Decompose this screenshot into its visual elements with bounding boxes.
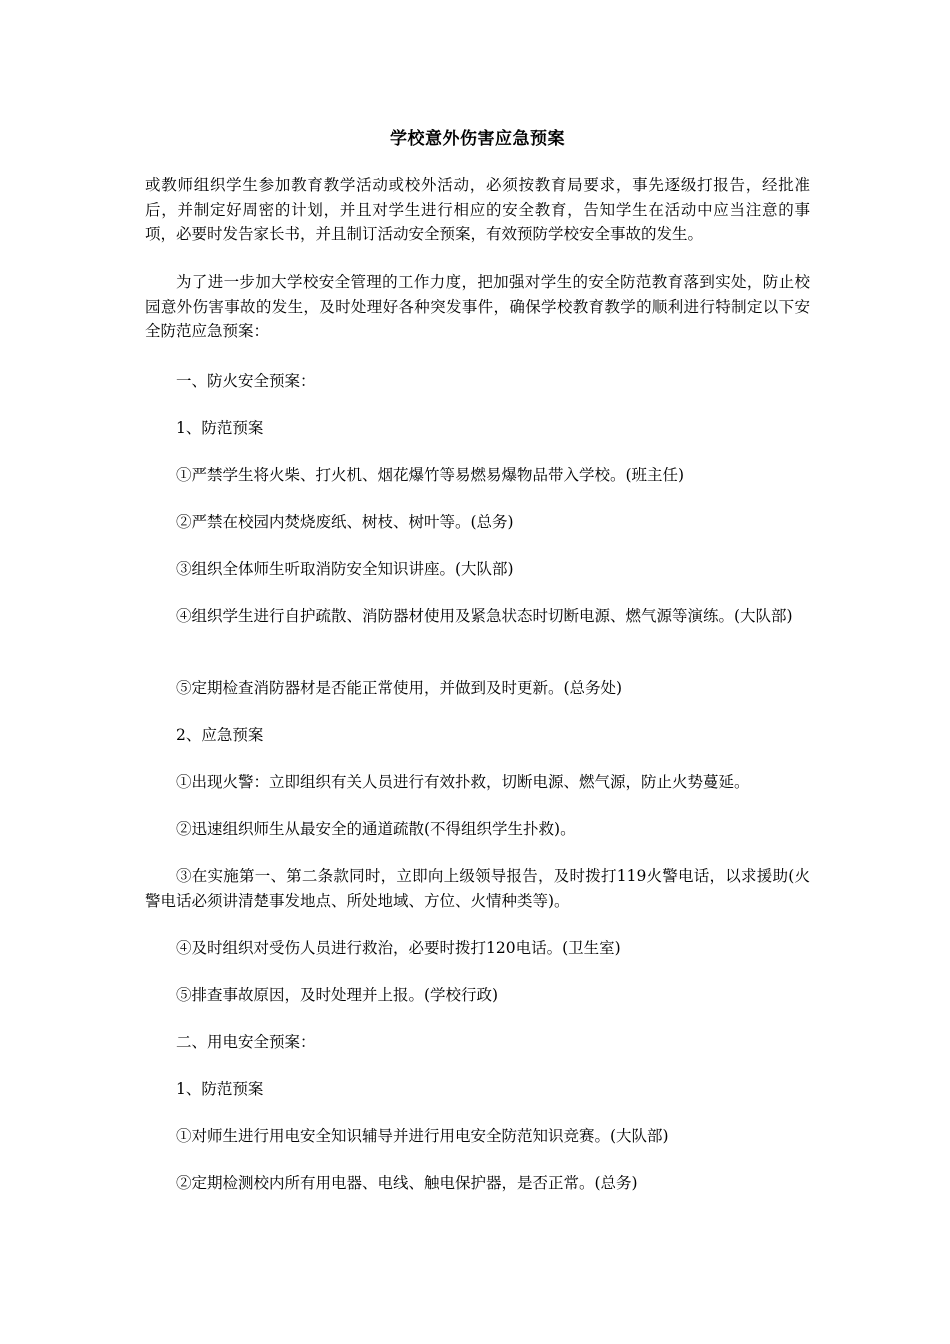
list-item-fire-emergency-3: ③在实施第一、第二条款同时，立即向上级领导报告，及时拨打119火警电话，以求援助(火警电话必须讲清楚事发地点、所处地域、方位、火情种类等)。 xyxy=(145,867,810,910)
list-item-electric-prevention-1: ①对师生进行用电安全知识辅导并进行用电安全防范知识竞赛。(大队部) xyxy=(176,1127,669,1145)
document-page xyxy=(145,0,810,1344)
section-heading-electric: 二、用电安全预案： xyxy=(176,1033,316,1051)
list-item-fire-emergency-1: ①出现火警：立即组织有关人员进行有效扑救，切断电源、燃气源，防止火势蔓延。 xyxy=(176,773,750,791)
subsection-heading-fire-emergency: 2、应急预案 xyxy=(176,726,264,744)
list-item-electric-prevention-2: ②定期检测校内所有用电器、电线、触电保护器，是否正常。(总务) xyxy=(176,1174,638,1192)
list-item-fire-prevention-5: ⑤定期检查消防器材是否能正常使用，并做到及时更新。(总务处) xyxy=(176,679,623,697)
section-heading-fire: 一、防火安全预案： xyxy=(176,372,316,390)
list-item-fire-emergency-4: ④及时组织对受伤人员进行救治，必要时拨打120电话。(卫生室) xyxy=(176,939,621,957)
list-item-fire-prevention-1: ①严禁学生将火柴、打火机、烟花爆竹等易燃易爆物品带入学校。(班主任) xyxy=(176,466,685,484)
list-item-fire-emergency-2: ②迅速组织师生从最安全的通道疏散(不得组织学生扑救)。 xyxy=(176,820,576,838)
paragraph-purpose: 为了进一步加大学校安全管理的工作力度，把加强对学生的安全防范教育落到实处，防止校园意外伤害事故的发生，及时处理好各种突发事件，确保学校教育教学的顺利进行特制定以下安全防范应急预案： xyxy=(145,273,810,340)
list-item-fire-prevention-4: ④组织学生进行自护疏散、消防器材使用及紧急状态时切断电源、燃气源等演练。(大队部) xyxy=(176,607,793,625)
list-item-fire-prevention-3: ③组织全体师生听取消防安全知识讲座。(大队部) xyxy=(176,560,514,578)
paragraph-intro: 或教师组织学生参加教育教学活动或校外活动，必须按教育局要求，事先逐级打报告，经批准后，并制定好周密的计划，并且对学生进行相应的安全教育，告知学生在活动中应当注意的事项，必要时发告家长书，并且制订活动安全预案，有效预防学校安全事故的发生。 xyxy=(145,176,810,243)
document-title: 学校意外伤害应急预案 xyxy=(390,129,565,149)
subsection-heading-fire-prevention: 1、防范预案 xyxy=(176,419,264,437)
subsection-heading-electric-prevention: 1、防范预案 xyxy=(176,1080,264,1098)
list-item-fire-prevention-2: ②严禁在校园内焚烧废纸、树枝、树叶等。(总务) xyxy=(176,513,514,531)
list-item-fire-emergency-5: ⑤排查事故原因，及时处理并上报。(学校行政) xyxy=(176,986,499,1004)
